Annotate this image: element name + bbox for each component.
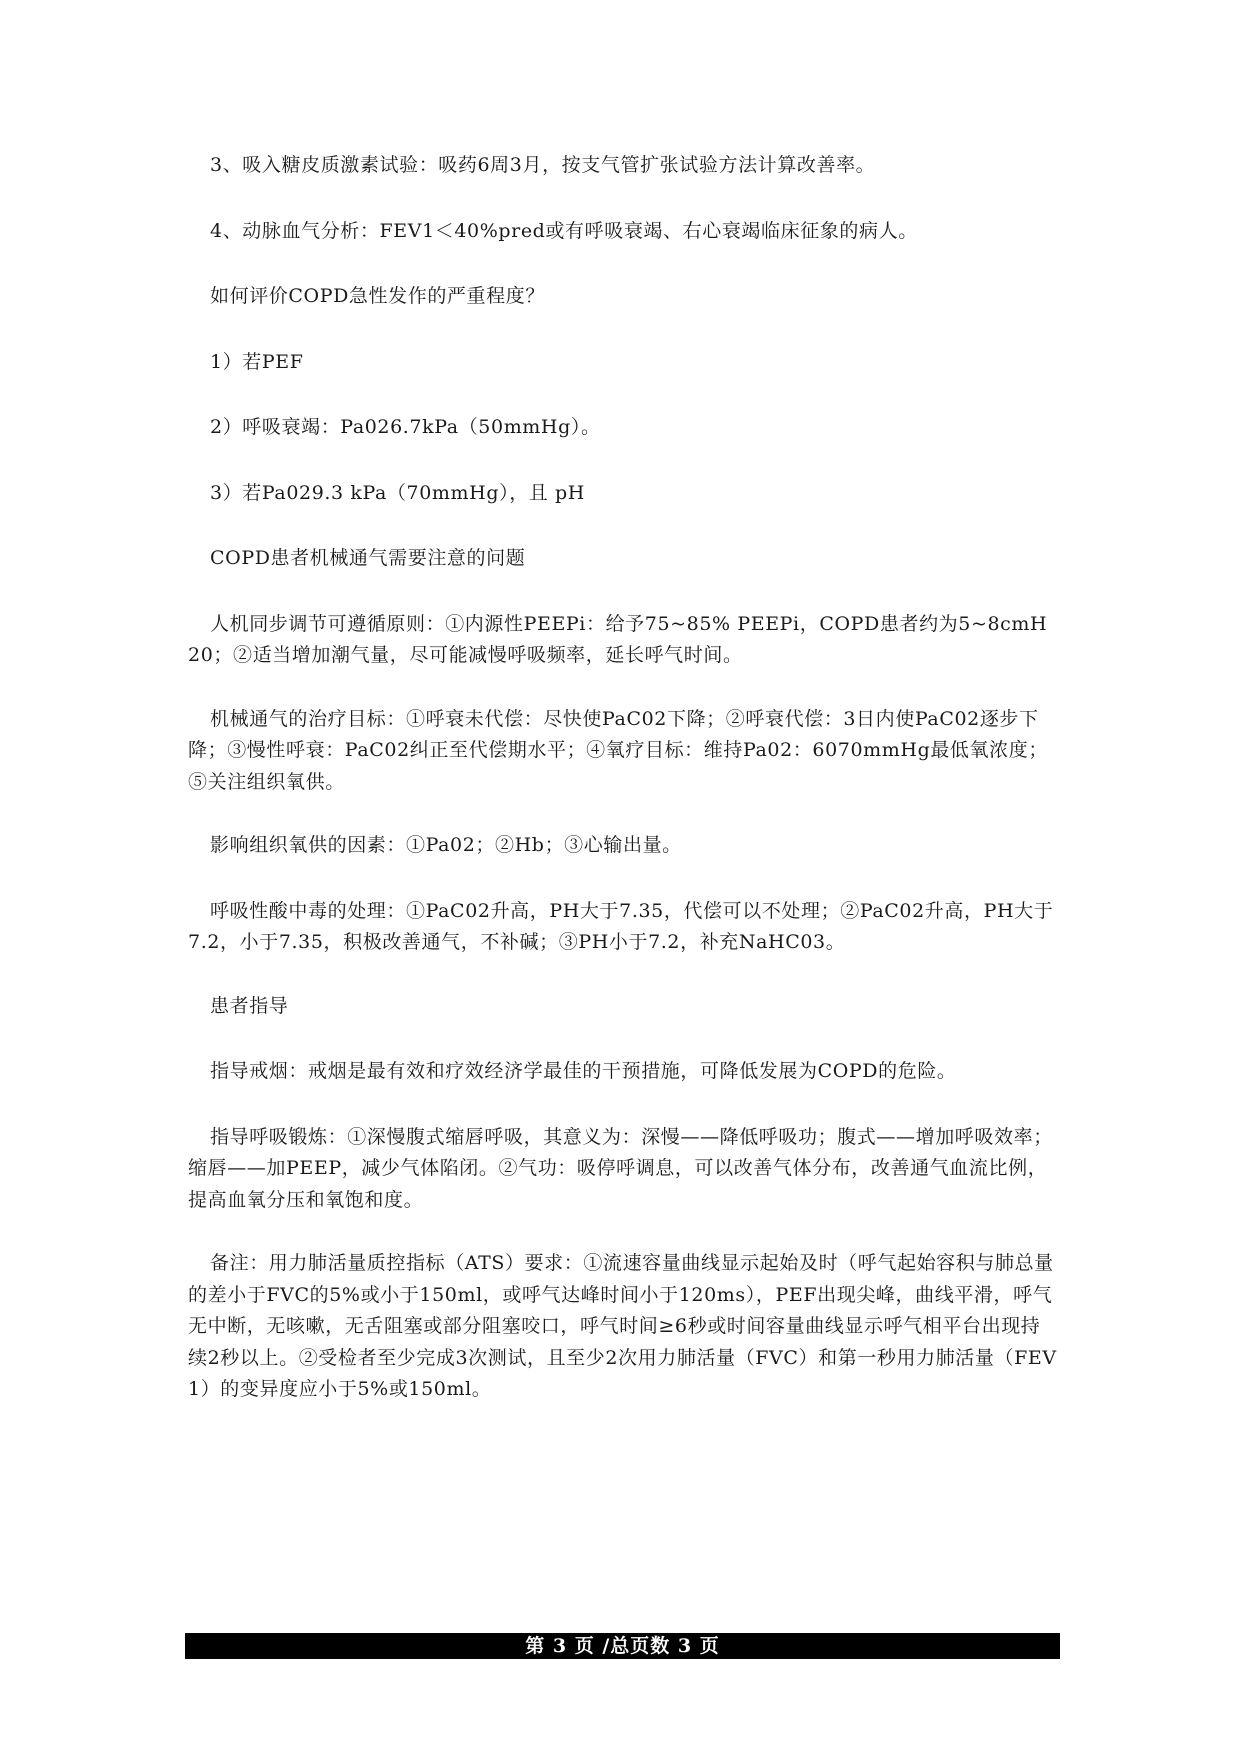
paragraph-arterial-blood-gas: 4、动脉血气分析：FEV1＜40%pred或有呼吸衰竭、右心衰竭临床征象的病人。 — [210, 219, 918, 242]
paragraph-smoking-cessation: 指导戒烟：戒烟是最有效和疗效经济学最佳的干预措施，可降低发展为COPD的危险。 — [210, 1060, 957, 1082]
page-footer: 第 3 页 /总页数 3 页 — [185, 1633, 1060, 1659]
heading-mechanical-ventilation: COPD患者机械通气需要注意的问题 — [210, 547, 526, 569]
paragraph-inhaled-steroid-test: 3、吸入糖皮质激素试验：吸药6周3月，按支气管扩张试验方法计算改善率。 — [210, 154, 876, 176]
list-item-pef: 1）若PEF — [210, 350, 304, 373]
document-body — [188, 150, 1058, 1438]
paragraph-remarks-ats: 备注：用力肺活量质控指标（ATS）要求：①流速容量曲线显示起始及时（呼气起始容积与肺总量的差小于FVC的5%或小于150ml，或呼气达峰时间小于120ms），PEF出现尖峰，曲线平滑，呼气无中断，无咳嗽，无舌阻塞或部分阻塞咬口，呼气时间≥6秒或时间容量曲线显示呼气相平台出现持续2秒以上。②受检者至少完成3次测试，且至少2次用力肺活量（FVC）和第一秒用力肺活量（FEV1）的变异度应小于5%或150ml。 — [188, 1252, 1057, 1400]
paragraph-synchronization: 人机同步调节可遵循原则：①内源性PEEPi：给予75~85% PEEPi，COPD患者约为5~8cmH20；②适当增加潮气量，尽可能减慢呼吸频率，延长呼气时间。 — [188, 612, 1048, 666]
paragraph-respiratory-acidosis: 呼吸性酸中毒的处理：①PaC02升高，PH大于7.35，代偿可以不处理；②PaC02升高，PH大于7.2，小于7.35，积极改善通气，不补碱；③PH小于7.2，补充NaHC03。 — [188, 899, 1054, 953]
heading-copd-severity: 如何评价COPD急性发作的严重程度？ — [210, 285, 545, 307]
heading-patient-guidance: 患者指导 — [210, 994, 289, 1017]
paragraph-ventilation-goals: 机械通气的治疗目标：①呼衰未代偿：尽快使PaC02下降；②呼衰代偿：3日内使PaC02逐步下降；③慢性呼衰：PaC02纠正至代偿期水平；④氧疗目标：维持Pa02：6070mmHg最低氧浓度；⑤关注组织氧供。 — [188, 707, 1048, 793]
paragraph-breathing-exercise: 指导呼吸锻炼：①深慢腹式缩唇呼吸，其意义为：深慢——降低呼吸功；腹式——增加呼吸效率；缩唇——加PEEP，减少气体陷闭。②气功：吸停呼调息，可以改善气体分布，改善通气血流比例，提高血氧分压和氧饱和度。 — [188, 1125, 1053, 1211]
list-item-respiratory-failure: 2）呼吸衰竭：Pa026.7kPa（50mmHg）。 — [210, 416, 601, 438]
paragraph-oxygen-supply-factors: 影响组织氧供的因素：①Pa02；②Hb；③心输出量。 — [210, 834, 682, 856]
list-item-pao2-ph: 3）若Pa029.3 kPa（70mmHg），且 pH — [210, 481, 585, 504]
